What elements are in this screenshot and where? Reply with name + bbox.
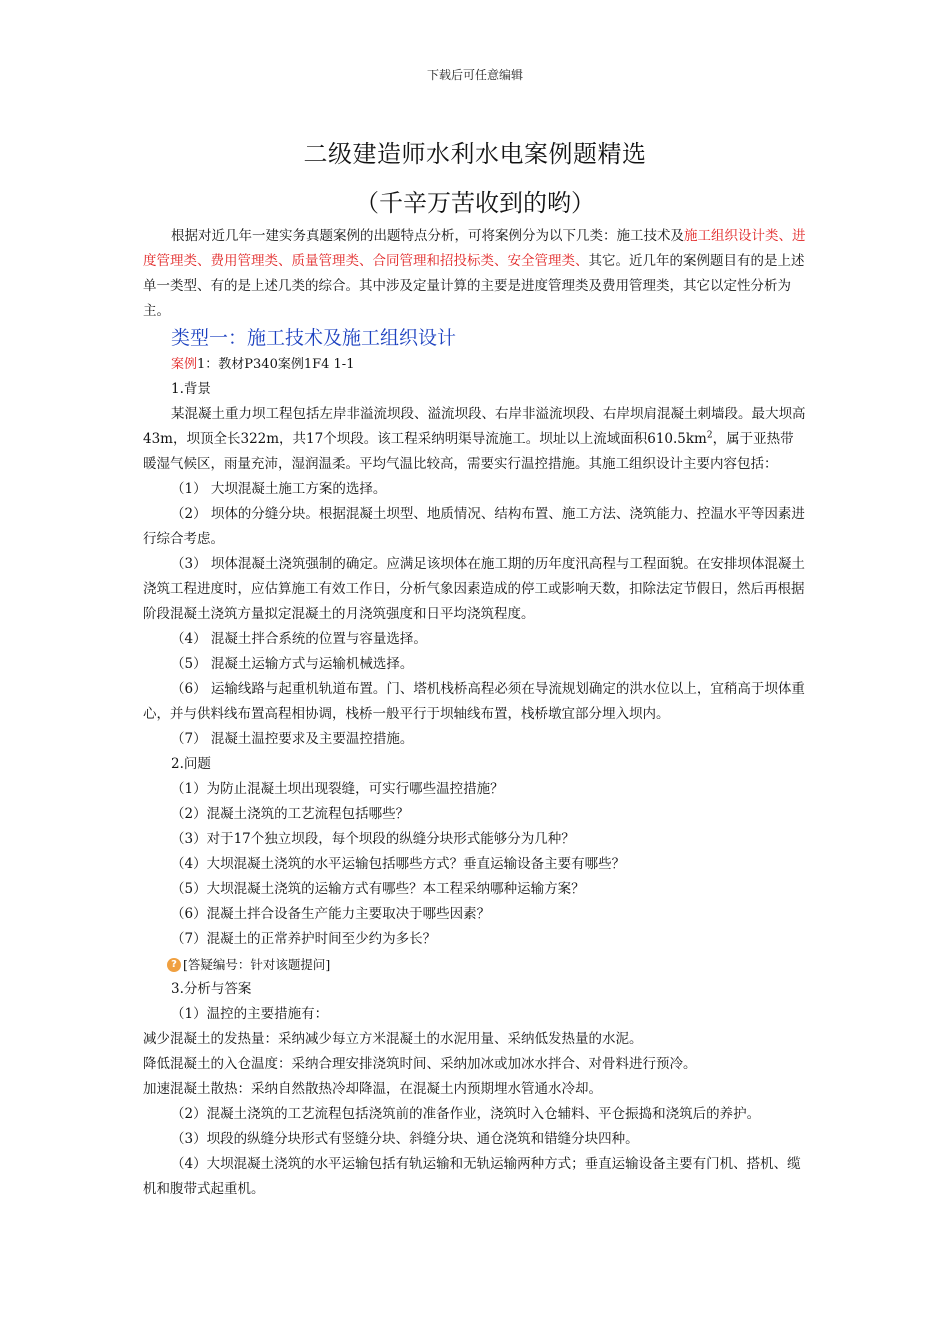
question-item: （2）混凝土浇筑的工艺流程包括哪些？ [171, 806, 410, 822]
answer-1-line: 减少混凝土的发热量：采纳减少每立方米混凝土的水泥用量、采纳低发热量的水泥。 [143, 1031, 643, 1047]
analysis-heading: 3.分析与答案 [171, 981, 252, 997]
content-item: （4） 混凝土拌合系统的位置与容量选择。 [171, 631, 427, 647]
question-icon: ? [167, 958, 181, 972]
section-heading-type1: 类型一：施工技术及施工组织设计 [171, 327, 457, 349]
answer-item: （2）混凝土浇筑的工艺流程包括浇筑前的准备作业，浇筑时入仓辅料、平仓振捣和浇筑后的养护。 [171, 1106, 761, 1122]
content-item: （7） 混凝土温控要求及主要温控措施。 [171, 731, 414, 747]
answer-item: （4）大坝混凝土浇筑的水平运输包括有轨运输和无轨运输两种方式；垂直运输设备主要有门机、搭机、缆机和腹带式起重机。 [143, 1156, 801, 1197]
question-item: （4）大坝混凝土浇筑的水平运输包括哪些方式？垂直运输设备主要有哪些？ [171, 856, 626, 872]
answer-reference-text: [答疑编号：针对该题提问] [183, 957, 331, 972]
question-item: （7）混凝土的正常养护时间至少约为多长？ [171, 931, 437, 947]
case-label-rest: 1：教材P340案例1F4 1-1 [197, 357, 355, 372]
case-label-red: 案例 [171, 357, 198, 372]
background-superscript: 2 [706, 430, 713, 441]
page-subtitle: （千辛万苦收到的哟） [355, 189, 595, 217]
intro-categories-red: 施工组织设计类、进度管理类、费用管理类、质量管理类、合同管理和招投标类、安全管理类、 [143, 228, 806, 269]
question-item: （5）大坝混凝土浇筑的运输方式有哪些？本工程采纳哪种运输方案？ [171, 881, 585, 897]
content-item: （2） 坝体的分缝分块。根据混凝土坝型、地质情况、结构布置、施工方法、浇筑能力、控温水平等因素进行综合考虑。 [143, 506, 805, 547]
question-item: （6）混凝土拌合设备生产能力主要取决于哪些因素？ [171, 906, 491, 922]
case-label [143, 352, 807, 377]
question-item: （1）为防止混凝土坝出现裂缝，可实行哪些温控措施？ [171, 781, 504, 797]
content-item: （5） 混凝土运输方式与运输机械选择。 [171, 656, 414, 672]
answer-1-line: 降低混凝土的入仓温度：采纳合理安排浇筑时间、采纳加冰或加冰水拌合、对骨料进行预冷。 [143, 1056, 697, 1072]
background-text-b: ，属于亚热带暖湿气候区，雨量充沛，湿润温柔。平均气温比较高，需要实行温控措施。其施工组织设计主要内容包括： [143, 431, 794, 472]
document-body [143, 224, 807, 1202]
answer-1-title: （1）温控的主要措施有： [171, 1006, 329, 1022]
background-paragraph [143, 402, 807, 477]
questions-heading: 2.问题 [171, 756, 211, 772]
intro-paragraph [143, 224, 807, 324]
answer-1-line: 加速混凝土散热：采纳自然散热冷却降温，在混凝土内预期埋水管通水冷却。 [143, 1081, 602, 1097]
answer-reference-link[interactable] [143, 952, 807, 977]
background-text-a: 某混凝土重力坝工程包括左岸非溢流坝段、溢流坝段、右岸非溢流坝段、右岸坝肩混凝土刺墙段。最大坝高43m，坝顶全长322m，共17个坝段。该工程采纳明渠导流施工。坝址以上流域面积610.5km [143, 406, 806, 447]
page-title: 二级建造师水利水电案例题精选 [303, 140, 647, 168]
content-item: （3） 坝体混凝土浇筑强制的确定。应满足该坝体在施工期的历年度汛高程与工程面貌。在安排坝体混凝土浇筑工程进度时，应估算施工有效工作日，分析气象因素造成的停工或影响天数，扣除法定节假日，然后再根据阶段混凝土浇筑方量拟定混凝土的月浇筑强度和日平均浇筑程度。 [143, 556, 805, 622]
background-heading: 1.背景 [171, 381, 211, 397]
answer-item: （3）坝段的纵缝分块形式有竖缝分块、斜缝分块、通仓浇筑和错缝分块四种。 [171, 1131, 639, 1147]
content-item: （6） 运输线路与起重机轨道布置。门、塔机栈桥高程必须在导流规划确定的洪水位以上，宜稍高于坝体重心，并与供料线布置高程相协调，栈桥一般平行于坝轴线布置，栈桥墩宜部分埋入坝内。 [143, 681, 805, 722]
question-item: （3）对于17个独立坝段，每个坝段的纵缝分块形式能够分为几种？ [171, 831, 575, 847]
page-header-note: 下载后可任意编辑 [426, 68, 523, 82]
intro-text-1: 根据对近几年一建实务真题案例的出题特点分析，可将案例分为以下几类：施工技术及 [171, 228, 684, 244]
intro-text-2: 其它。近几年的案例题目有的是上述单一类型、有的是上述几类的综合。其中涉及定量计算的主要是进度管理类及费用管理类，其它以定性分析为主。 [143, 253, 805, 319]
content-item: （1） 大坝混凝土施工方案的选择。 [171, 481, 387, 497]
